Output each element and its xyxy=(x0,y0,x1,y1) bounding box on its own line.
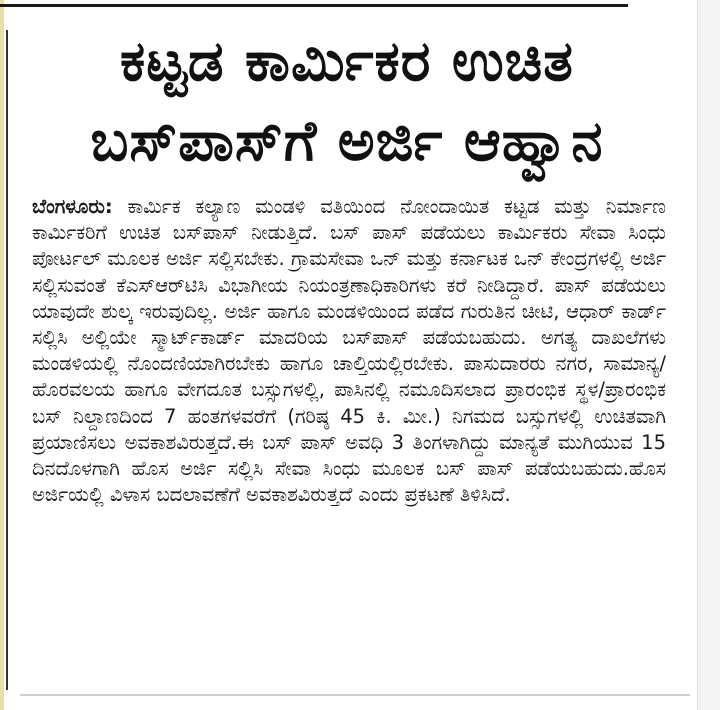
page-margin xyxy=(697,0,720,710)
article-body xyxy=(22,194,672,508)
scan-edge-strip xyxy=(0,0,4,710)
bottom-rule xyxy=(20,694,690,696)
news-article xyxy=(22,22,672,508)
article-body-text: ಕಾರ್ಮಿಕ ಕಲ್ಯಾಣ ಮಂಡಳಿ ವತಿಯಿಂದ ನೋಂದಾಯಿತ ಕಟ್ಟಡ ಮತ್ತು ನಿರ್ಮಾಣ ಕಾರ್ಮಿಕರಿಗೆ ಉಚಿತ ಬಸ್‌ಪಾಸ್ ನೀಡುತ್ತಿದೆ. ಬಸ್ ಪಾಸ್ ಪಡೆಯಲು ಕಾರ್ಮಿಕರು ಸೇವಾ ಸಿಂಧು ಪೋರ್ಟಲ್ ಮೂಲಕ ಅರ್ಜಿ ಸಲ್ಲಿಸಬೇಕು. ಗ್ರಾಮಸೇವಾ ಒನ್ ಮತ್ತು ಕರ್ನಾಟಕ ಒನ್ ಕೇಂದ್ರಗಳಲ್ಲಿ ಅರ್ಜಿ ಸಲ್ಲಿಸುವಂತೆ ಕೆಎಸ್‌ಆರ್‌ಟಿಸಿ ವಿಭಾಗೀಯ ನಿಯಂತ್ರಣಾಧಿಕಾರಿಗಳು ಕರೆ ನೀಡಿದ್ದಾರೆ. ಪಾಸ್ ಪಡೆಯಲು ಯಾವುದೇ ಶುಲ್ಕ ಇರುವುದಿಲ್ಲ. ಅರ್ಜಿ ಹಾಗೂ ಮಂಡಳಿಯಿಂದ ಪಡೆದ ಗುರುತಿನ ಚೀಟಿ, ಆಧಾರ್ ಕಾರ್ಡ್ ಸಲ್ಲಿಸಿ ಅಲ್ಲಿಯೇ ಸ್ಮಾರ್ಟ್‌ಕಾರ್ಡ್ ಮಾದರಿಯ ಬಸ್‌ಪಾಸ್ ಪಡೆಯಬಹುದು. ಅಗತ್ಯ ದಾಖಲೆಗಳು ಮಂಡಳಿಯಲ್ಲಿ ನೊಂದಣಿಯಾಗಿರಬೇಕು ಹಾಗೂ ಚಾಲ್ತಿಯಲ್ಲಿರಬೇಕು. ಪಾಸುದಾರರು ನಗರ, ಸಾಮಾನ್ಯ/ಹೊರವಲಯ ಹಾಗೂ ವೇಗದೂತ ಬಸ್ಸುಗಳಲ್ಲಿ, ಪಾಸಿನಲ್ಲಿ ನಮೂದಿಸಲಾದ ಪ್ರಾರಂಭಿಕ ಸ್ಥಳ/ಪ್ರಾರಂಭಿಕ ಬಸ್ ನಿಲ್ದಾಣದಿಂದ 7 ಹಂತಗಳವರೆಗೆ (ಗರಿಷ್ಠ 45 ಕಿ. ಮೀ.) ನಿಗಮದ ಬಸ್ಸುಗಳಲ್ಲಿ ಉಚಿತವಾಗಿ ಪ್ರಯಾಣಿಸಲು ಅವಕಾಶವಿರುತ್ತದೆ.ಈ ಬಸ್ ಪಾಸ್ ಅವಧಿ 3 ತಿಂಗಳಾಗಿದ್ದು ಮಾನ್ಯತೆ ಮುಗಿಯುವ 15 ದಿನದೊಳಗಾಗಿ ಹೊಸ ಅರ್ಜಿ ಸಲ್ಲಿಸಿ ಸೇವಾ ಸಿಂಧು ಮೂಲಕ ಬಸ್ ಪಾಸ್ ಪಡೆಯಬಹುದು.ಹೊಸ ಅರ್ಜಿಯಲ್ಲಿ ವಿಳಾಸ ಬದಲಾವಣೆಗೆ ಅವಕಾಶವಿರುತ್ತದೆ ಎಂದು ಪ್ರಕಟಣೆ ತಿಳಿಸಿದೆ. xyxy=(32,195,666,507)
dateline: ಬೆಂಗಳೂರು: xyxy=(32,195,113,218)
column-rule xyxy=(6,30,8,690)
headline-line-1: ಕಟ್ಟಡ ಕಾರ್ಮಿಕರ ಉಚಿತ xyxy=(120,29,574,94)
headline xyxy=(22,22,672,182)
top-rule xyxy=(0,4,628,7)
headline-line-2: ಬಸ್‌ಪಾಸ್‌ಗೆ ಅರ್ಜಿ ಆಹ್ವಾನ xyxy=(90,109,604,174)
